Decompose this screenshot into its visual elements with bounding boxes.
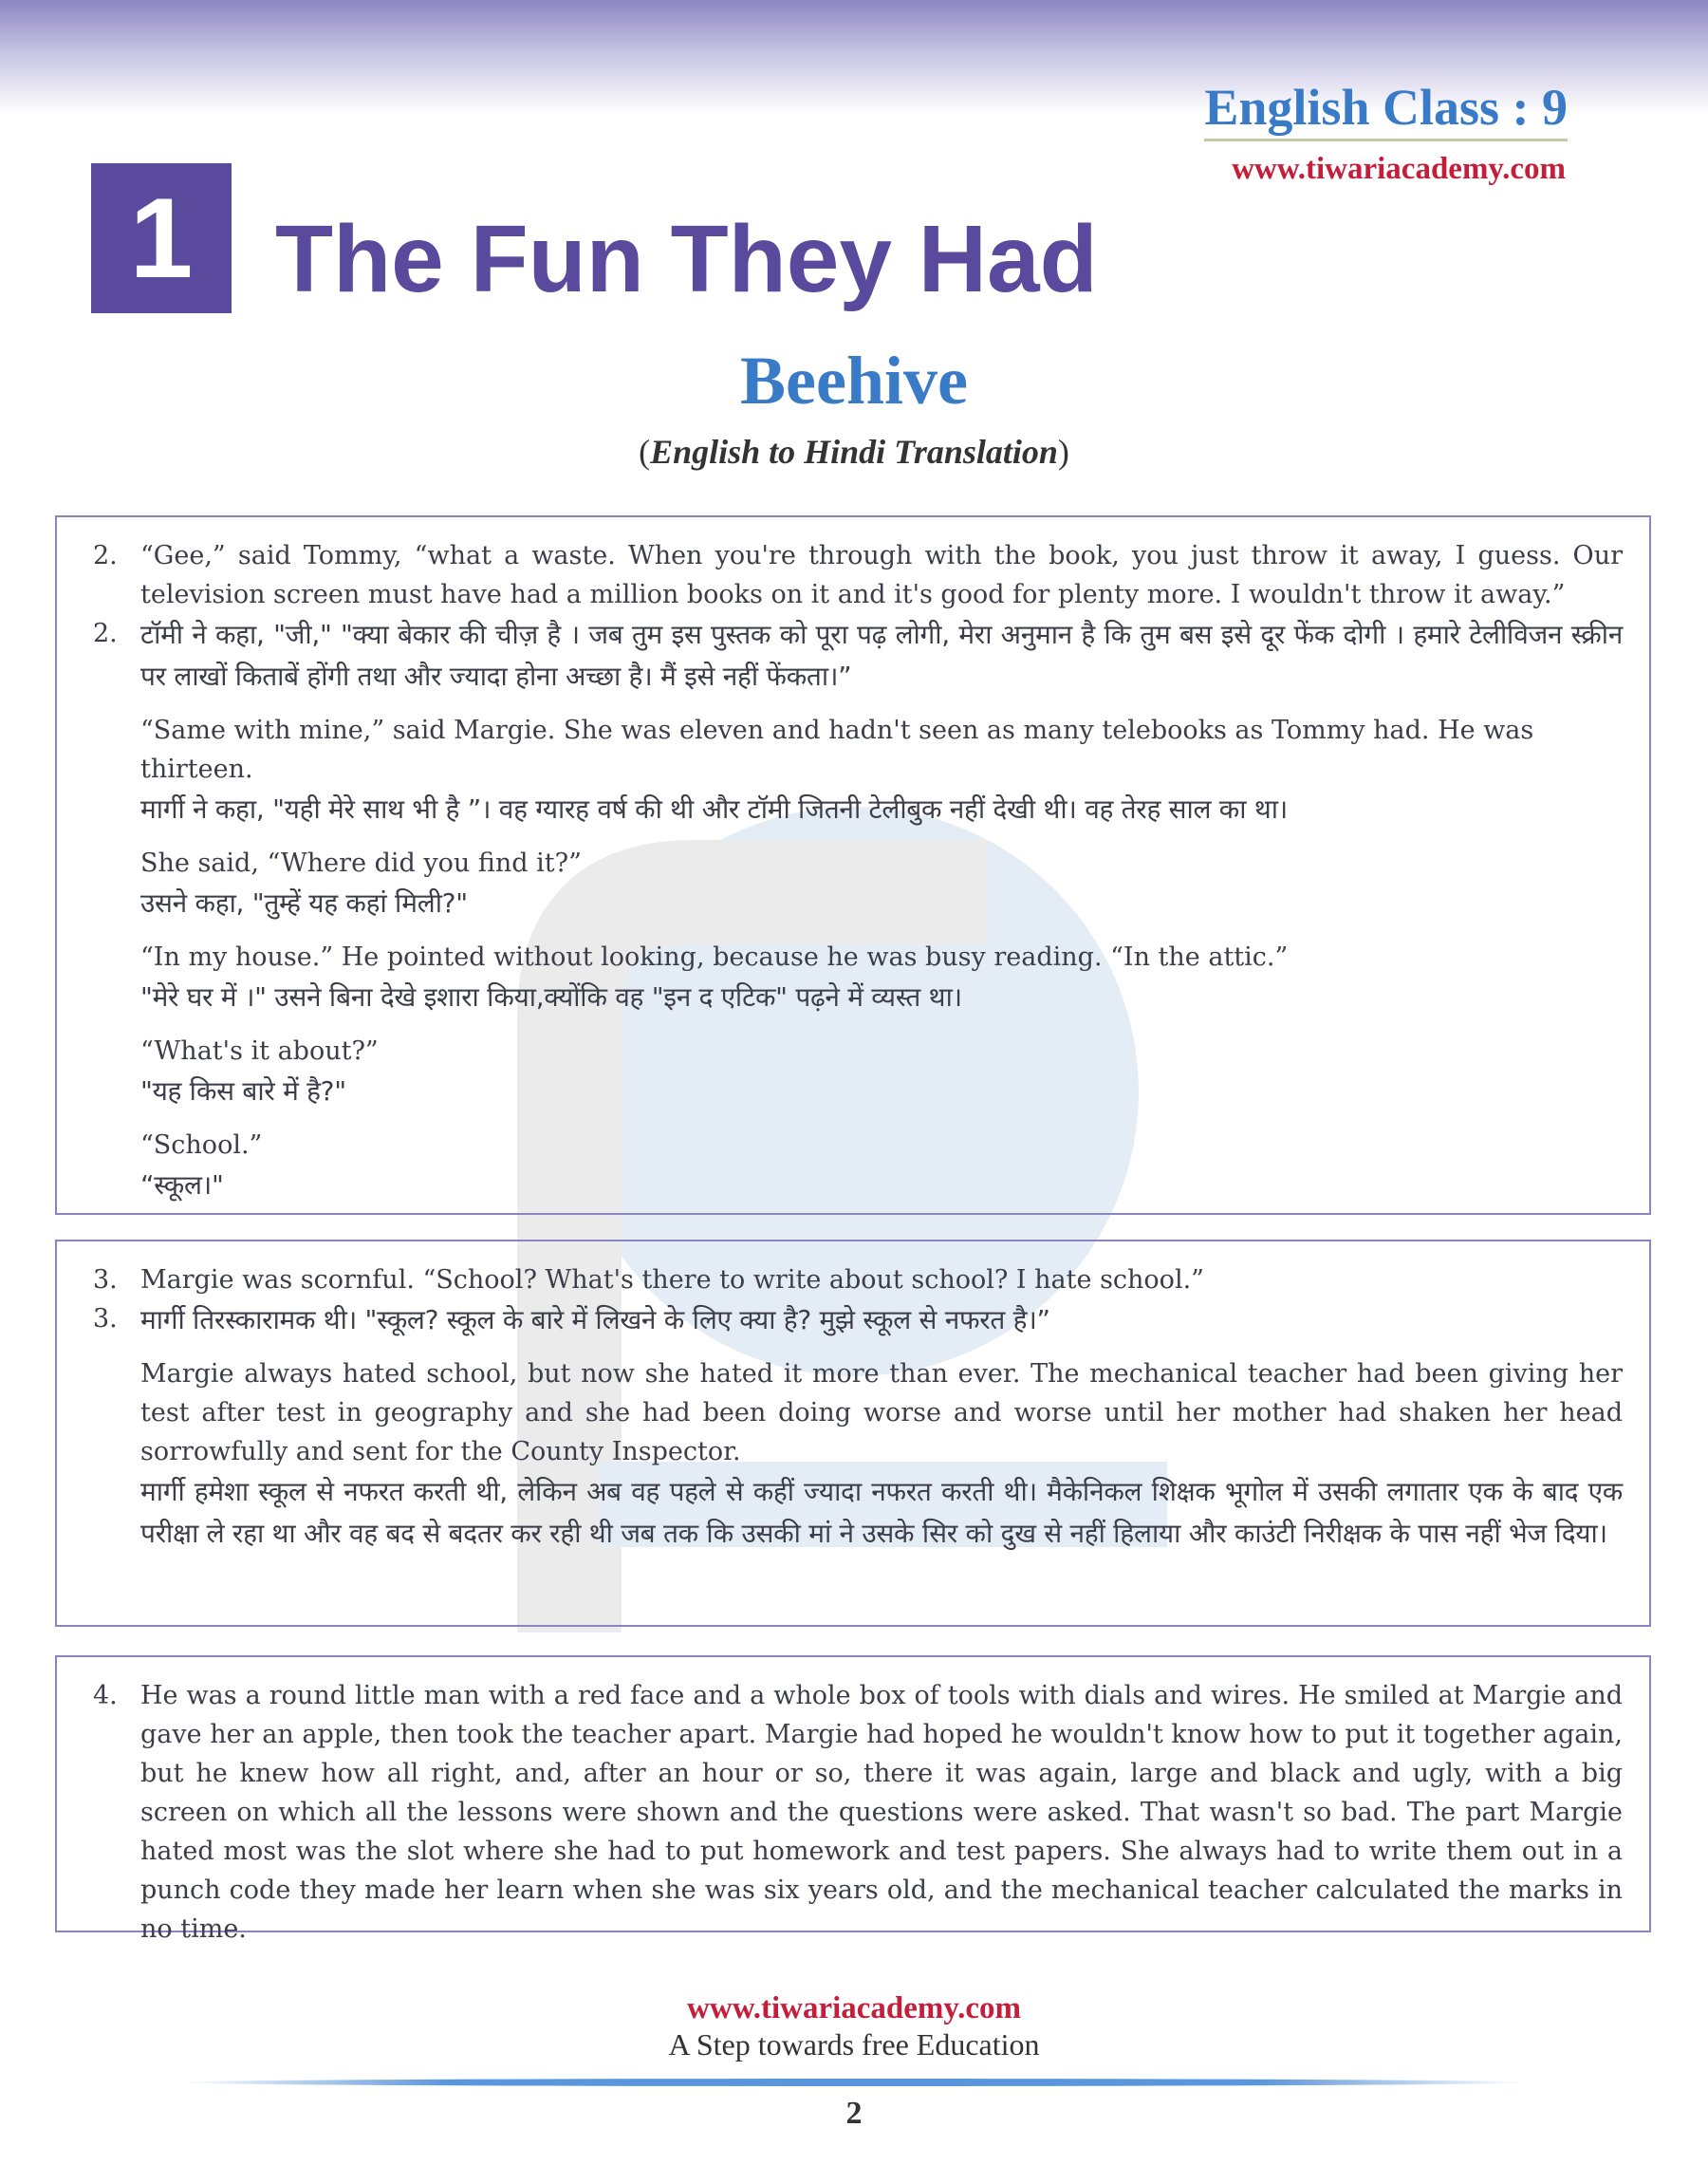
paragraph-pair — [93, 1354, 1623, 1555]
paragraph-number: 2. — [93, 541, 118, 570]
hindi-line: "यह किस बारे में है?" — [140, 1075, 346, 1107]
hindi-line: उसने कहा, "तुम्हें यह कहां मिली?" — [140, 887, 468, 919]
subtitle — [0, 432, 1708, 472]
paragraph-number: 2. — [93, 619, 118, 648]
spacer — [93, 924, 1623, 938]
dialogue-pair-3 — [93, 938, 1623, 1018]
passage-box-3 — [55, 1240, 1651, 1627]
dialogue-pair-2 — [93, 844, 1623, 924]
passage-box-2 — [55, 515, 1651, 1215]
spacer — [93, 1018, 1623, 1032]
page-number: 2 — [845, 2096, 863, 2131]
english-text: Margie was scornful. “School? What's there to write about school? I hate school.” — [140, 1265, 1204, 1295]
english-text: “Gee,” said Tommy, “what a waste. When you're through with the book, you just throw it away, I guess. Our television screen must have had a million books on it and it's good for plenty more. I wouldn't throw it away.” — [140, 541, 1623, 609]
passage-box-4 — [55, 1655, 1651, 1944]
book-title-text: Beehive — [740, 343, 968, 419]
spacer — [93, 830, 1623, 844]
subtitle-text: English to Hindi Translation — [650, 433, 1058, 471]
hindi-paragraph-3 — [93, 1299, 1623, 1341]
class-title: English Class : 9 — [1204, 78, 1568, 141]
hindi-line: “स्कूल।" — [140, 1169, 224, 1201]
footer-site-link[interactable]: www.tiwariacademy.com — [687, 1991, 1021, 2025]
subtitle-open: ( — [639, 433, 651, 471]
english-line: “In my house.” He pointed without looking, because he was busy reading. “In the attic.” — [140, 942, 1289, 972]
english-line: She said, “Where did you find it?” — [140, 849, 582, 878]
spacer — [93, 1112, 1623, 1126]
footer-tagline: A Step towards free Education — [668, 2027, 1040, 2062]
hindi-text: मार्गी हमेशा स्कूल से नफरत करती थी, लेकिन अब वह पहले से कहीं ज्यादा नफरत करती थी। मैकेनिकल शिक्षक भूगोल में उसकी लगातार एक के बाद एक परीक्षा ले रहा था और वह बद से बदतर कर रही थी जब तक कि उसकी मां ने उसके सिर को दुख से नहीं हिलाया और काउंटी निरीक्षक के पास नहीं भेज दिया। — [140, 1476, 1623, 1549]
hindi-text: मार्गी तिरस्कारामक थी। "स्कूल? स्कूल के बारे में लिखने के लिए क्या है? मुझे स्कूल से नफरत है।” — [140, 1304, 1050, 1335]
english-paragraph-4 — [93, 1676, 1623, 1949]
english-text: He was a round little man with a red face and a whole box of tools with dials and wires. He smiled at Margie and gave her an apple, then took the teacher apart. Margie had hoped he wouldn't know how to put it together again, but he knew how all right, and, after an hour or so, there it was again, large and black and ugly, with a big screen on which all the lessons were shown and the questions were asked. That wasn't so bad. The part Margie hated most was the slot where she had to put homework and test papers. She always had to write them out in a punch code they made her learn when she was six years old, and the mechanical teacher calculated the marks in no time. — [140, 1681, 1623, 1944]
dialogue-pair-4 — [93, 1032, 1623, 1112]
spacer — [93, 698, 1623, 711]
dialogue-pair-1 — [93, 711, 1623, 830]
english-paragraph-3 — [93, 1260, 1623, 1299]
hindi-paragraph-2 — [93, 614, 1623, 698]
header-site-link[interactable]: www.tiwariacademy.com — [1232, 152, 1566, 186]
spacer — [93, 1341, 1623, 1354]
hindi-line: मार्गी ने कहा, "यही मेरे साथ भी है ”। वह ग्यारह वर्ष की थी और टॉमी जितनी टेलीबुक नहीं देखी थी। वह तेरह साल का था। — [140, 793, 1288, 825]
chapter-title: The Fun They Had — [275, 206, 1098, 312]
hindi-text: टॉमी ने कहा, "जी," "क्या बेकार की चीज़ है । जब तुम इस पुस्तक को पूरा पढ़ लोगी, मेरा अनुमान है कि तुम बस इसे दूर फेंक दोगी । हमारे टेलीविजन स्क्रीन पर लाखों किताबें होंगी तथा और ज्यादा होना अच्छा है। मैं इसे नहीं फेंकता।” — [140, 619, 1623, 692]
paragraph-number: 3. — [93, 1304, 118, 1334]
english-text: Margie always hated school, but now she hated it more than ever. The mechanical teacher had been giving her test after test in geography and she had been doing worse and worse until her mother had shaken her head sorrowfully and sent for the County Inspector. — [140, 1359, 1623, 1466]
english-line: “Same with mine,” said Margie. She was eleven and hadn't seen as many telebooks as Tommy had. He was thirteen. — [140, 716, 1534, 784]
english-line: “School.” — [140, 1130, 263, 1160]
paragraph-number: 4. — [93, 1681, 118, 1710]
dialogue-pair-5 — [93, 1126, 1623, 1206]
english-paragraph-2 — [93, 536, 1623, 614]
subtitle-close: ) — [1057, 433, 1069, 471]
footer-divider — [180, 2079, 1528, 2086]
book-title — [0, 342, 1708, 420]
paragraph-number: 3. — [93, 1265, 118, 1295]
english-line: “What's it about?” — [140, 1036, 379, 1066]
hindi-line: "मेरे घर में ।" उसने बिना देखे इशारा किया,क्योंकि वह "इन द एटिक" पढ़ने में व्यस्त था। — [140, 981, 962, 1013]
chapter-number-badge: 1 — [91, 163, 232, 313]
